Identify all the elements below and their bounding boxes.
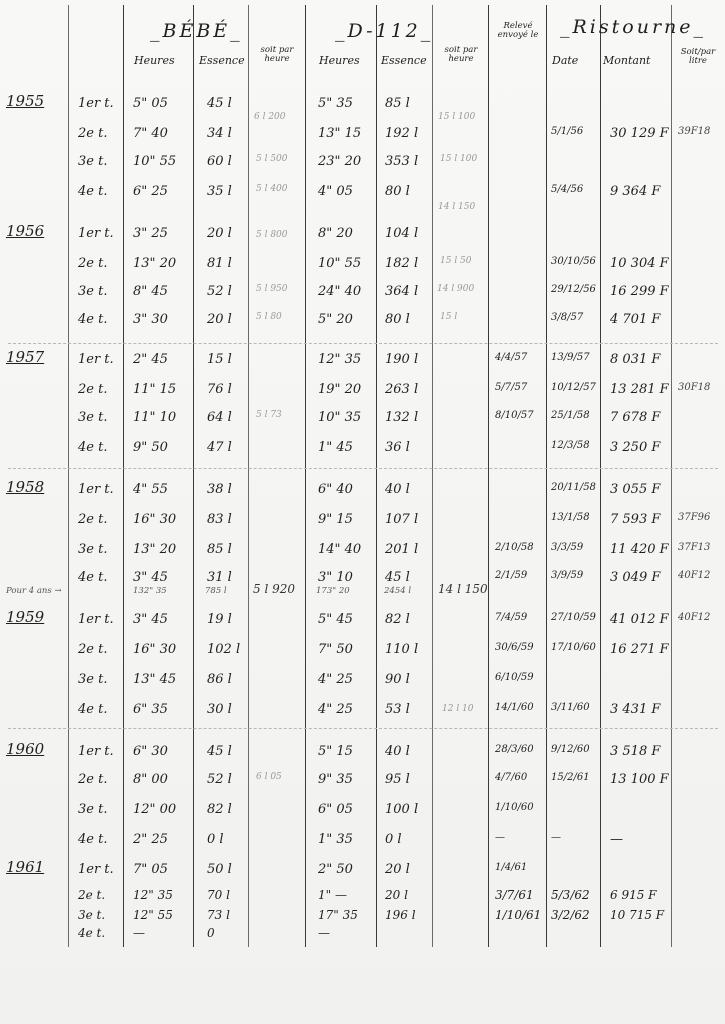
header-soit-2: soit par heure [444, 45, 478, 64]
amount-cell: 3 049 F [610, 570, 661, 585]
fuel-cell: 20 l [207, 312, 232, 327]
quarter-cell: 1er t. [78, 226, 114, 241]
amount-cell: 3 055 F [610, 482, 661, 497]
hours-cell: 7" 40 [133, 126, 168, 141]
quarter-cell: 4e t. [78, 184, 108, 199]
fuel-cell: 53 l [385, 702, 410, 717]
refund-date-cell: 15/2/61 [551, 772, 590, 783]
column-rule [600, 5, 601, 947]
column-rule [123, 5, 124, 947]
year-separator [8, 728, 718, 729]
fuel-cell: 64 l [207, 410, 232, 425]
fuel-cell: 0 [207, 926, 215, 940]
refund-date-cell: 3/2/62 [551, 908, 590, 922]
refund-date-cell: 3/9/59 [551, 570, 584, 581]
quarter-cell: 3e t. [78, 410, 108, 425]
year-label: 1961 [6, 858, 45, 876]
fuel-cell: 192 l [385, 126, 419, 141]
amount-cell: 41 012 F [610, 612, 669, 627]
year-separator [8, 468, 718, 469]
header-essence-1: Essence [199, 54, 245, 67]
fuel-cell: 45 l [385, 570, 410, 585]
amount-cell: 8 031 F [610, 352, 661, 367]
fuel-cell: 31 l [207, 570, 232, 585]
quarter-cell: 1er t. [78, 744, 114, 759]
quarter-cell: 4e t. [78, 312, 108, 327]
hours-cell: 6" 35 [133, 702, 168, 717]
hours-cell: 5" 20 [318, 312, 353, 327]
fuel-cell: 107 l [385, 512, 419, 527]
fuel-cell: 80 l [385, 312, 410, 327]
fuel-cell: 110 l [385, 642, 419, 657]
amount-cell: 16 271 F [610, 642, 669, 657]
fuel-cell: 35 l [207, 184, 232, 199]
quarter-cell: 4e t. [78, 832, 108, 847]
per-litre-cell: 37F13 [678, 542, 711, 553]
fuel-cell: 82 l [207, 802, 232, 817]
year-label: 1958 [6, 478, 45, 496]
fuel-cell: 132 l [385, 410, 419, 425]
amount-cell: 10 304 F [610, 256, 669, 271]
fuel-cell: 364 l [385, 284, 419, 299]
refund-date-cell: 3/8/57 [551, 312, 584, 323]
per-litre-cell: 39F18 [678, 126, 711, 137]
refund-date-cell: 20/11/58 [551, 482, 596, 493]
column-rule [671, 5, 672, 947]
fuel-cell: 34 l [207, 126, 232, 141]
refund-date-cell: 12/3/58 [551, 440, 590, 451]
pencil-mark: 15 l 50 [440, 256, 472, 266]
pencil-mark: 5 l 500 [256, 154, 288, 164]
pencil-mark: 5 l 400 [256, 184, 288, 194]
hours-cell: 13" 15 [318, 126, 362, 141]
fuel-cell: 52 l [207, 284, 232, 299]
totals-heures-1: 132" 35 [133, 586, 167, 596]
year-label: 1959 [6, 608, 45, 626]
quarter-cell: 2e t. [78, 382, 108, 397]
hours-cell: 1" 45 [318, 440, 353, 455]
per-litre-cell: 40F12 [678, 570, 711, 581]
quarter-cell: 3e t. [78, 802, 108, 817]
per-litre-cell: 30F18 [678, 382, 711, 393]
hours-cell: 11" 15 [133, 382, 177, 397]
fuel-cell: 52 l [207, 772, 232, 787]
hours-cell: 12" 35 [133, 888, 173, 902]
header-soit-1: soit par heure [260, 45, 294, 64]
fuel-cell: 190 l [385, 352, 419, 367]
quarter-cell: 2e t. [78, 772, 108, 787]
totals-soit-2: 14 l 150 [438, 582, 488, 596]
year-label: 1955 [6, 92, 45, 110]
hours-cell: 6" 25 [133, 184, 168, 199]
refund-date-cell: — [551, 832, 561, 843]
pencil-mark: 5 l 80 [256, 312, 282, 322]
hours-cell: 9" 35 [318, 772, 353, 787]
refund-date-cell: 5/1/56 [551, 126, 584, 137]
quarter-cell: 2e t. [78, 888, 106, 902]
pencil-mark: 5 l 950 [256, 284, 288, 294]
hours-cell: 13" 20 [133, 542, 177, 557]
fuel-cell: 73 l [207, 908, 230, 922]
pencil-mark: 6 l 05 [256, 772, 282, 782]
hours-cell: 13" 45 [133, 672, 177, 687]
fuel-cell: 83 l [207, 512, 232, 527]
amount-cell: 11 420 F [610, 542, 669, 557]
refund-date-cell: 3/11/60 [551, 702, 590, 713]
hours-cell: 24" 40 [318, 284, 362, 299]
per-litre-cell: 37F96 [678, 512, 711, 523]
pencil-mark: 12 l 10 [442, 704, 474, 714]
amount-cell: 3 250 F [610, 440, 661, 455]
hours-cell: 10" 35 [318, 410, 362, 425]
hours-cell: 9" 15 [318, 512, 353, 527]
hours-cell: 4" 05 [318, 184, 353, 199]
hours-cell: 6" 40 [318, 482, 353, 497]
refund-date-cell: 17/10/60 [551, 642, 596, 653]
hours-cell: 3" 30 [133, 312, 168, 327]
amount-cell: 9 364 F [610, 184, 661, 199]
hours-cell: 3" 45 [133, 612, 168, 627]
column-rule [546, 5, 547, 947]
fuel-cell: 201 l [385, 542, 419, 557]
amount-cell: 7 678 F [610, 410, 661, 425]
refund-date-cell: 5/4/56 [551, 184, 584, 195]
fuel-cell: 182 l [385, 256, 419, 271]
amount-cell: 13 281 F [610, 382, 669, 397]
fuel-cell: 45 l [207, 96, 232, 111]
fuel-cell: 45 l [207, 744, 232, 759]
hours-cell: 3" 25 [133, 226, 168, 241]
header-montant: Montant [603, 54, 651, 67]
refund-date-cell: 25/1/58 [551, 410, 590, 421]
hours-cell: 14" 40 [318, 542, 362, 557]
title-d112: _D-112_ [335, 20, 434, 42]
refund-date-cell: 30/10/56 [551, 256, 596, 267]
hours-cell: 9" 50 [133, 440, 168, 455]
hours-cell: 2" 25 [133, 832, 168, 847]
quarter-cell: 1er t. [78, 862, 114, 877]
fuel-cell: 80 l [385, 184, 410, 199]
hours-cell: 16" 30 [133, 512, 177, 527]
quarter-cell: 4e t. [78, 440, 108, 455]
fuel-cell: 81 l [207, 256, 232, 271]
report-date-cell: 3/7/61 [495, 888, 534, 902]
totals-essence-1: 785 l [205, 586, 227, 596]
refund-date-cell: 27/10/59 [551, 612, 596, 623]
hours-cell: — [318, 926, 330, 940]
hours-cell: — [133, 926, 145, 940]
hours-cell: 5" 05 [133, 96, 168, 111]
fuel-cell: 100 l [385, 802, 419, 817]
hours-cell: 17" 35 [318, 908, 358, 922]
year-label: 1957 [6, 348, 45, 366]
fuel-cell: 85 l [385, 96, 410, 111]
pencil-mark: 15 l 100 [440, 154, 478, 164]
report-date-cell: 2/10/58 [495, 542, 534, 553]
quarter-cell: 3e t. [78, 908, 106, 922]
report-date-cell: 28/3/60 [495, 744, 534, 755]
hours-cell: 10" 55 [318, 256, 362, 271]
hours-cell: 5" 35 [318, 96, 353, 111]
quarter-cell: 2e t. [78, 512, 108, 527]
fuel-cell: 36 l [385, 440, 410, 455]
hours-cell: 16" 30 [133, 642, 177, 657]
hours-cell: 10" 55 [133, 154, 177, 169]
refund-date-cell: 13/9/57 [551, 352, 590, 363]
fuel-cell: 50 l [207, 862, 232, 877]
title-bebe: _BÉBÉ_ [150, 20, 243, 42]
totals-essence-2: 2454 l [384, 586, 412, 596]
amount-cell: 6 915 F [610, 888, 657, 902]
hours-cell: 6" 30 [133, 744, 168, 759]
quarter-cell: 4e t. [78, 570, 108, 585]
hours-cell: 7" 50 [318, 642, 353, 657]
hours-cell: 23" 20 [318, 154, 362, 169]
report-date-cell: 4/7/60 [495, 772, 528, 783]
pencil-mark: 5 l 73 [256, 410, 282, 420]
header-date: Date [552, 54, 579, 67]
column-rule [376, 5, 377, 947]
quarter-cell: 1er t. [78, 482, 114, 497]
refund-date-cell: 29/12/56 [551, 284, 596, 295]
column-rule [248, 5, 249, 947]
refund-date-cell: 5/3/62 [551, 888, 590, 902]
refund-date-cell: 13/1/58 [551, 512, 590, 523]
amount-cell: 3 518 F [610, 744, 661, 759]
quarter-cell: 1er t. [78, 612, 114, 627]
report-date-cell: 7/4/59 [495, 612, 528, 623]
quarter-cell: 4e t. [78, 702, 108, 717]
fuel-cell: 30 l [207, 702, 232, 717]
pencil-mark: 14 l 900 [437, 284, 475, 294]
hours-cell: 12" 55 [133, 908, 173, 922]
report-date-cell: 14/1/60 [495, 702, 534, 713]
hours-cell: 4" 25 [318, 672, 353, 687]
header-soit-par-litre: Soit/par litre [680, 47, 716, 66]
header-essence-2: Essence [381, 54, 427, 67]
hours-cell: 4" 25 [318, 702, 353, 717]
quarter-cell: 3e t. [78, 672, 108, 687]
fuel-cell: 76 l [207, 382, 232, 397]
hours-cell: 5" 45 [318, 612, 353, 627]
fuel-cell: 40 l [385, 744, 410, 759]
fuel-cell: 85 l [207, 542, 232, 557]
pencil-mark: 6 l 200 [254, 112, 286, 122]
per-litre-cell: 40F12 [678, 612, 711, 623]
fuel-cell: 90 l [385, 672, 410, 687]
hours-cell: 3" 45 [133, 570, 168, 585]
amount-cell: 13 100 F [610, 772, 669, 787]
year-label: 1960 [6, 740, 45, 758]
hours-cell: 12" 00 [133, 802, 177, 817]
hours-cell: 2" 50 [318, 862, 353, 877]
hours-cell: 12" 35 [318, 352, 362, 367]
fuel-cell: 353 l [385, 154, 419, 169]
amount-cell: 30 129 F [610, 126, 669, 141]
fuel-cell: 104 l [385, 226, 419, 241]
fuel-cell: 82 l [385, 612, 410, 627]
header-heures-2: Heures [319, 54, 360, 67]
fuel-cell: 20 l [207, 226, 232, 241]
column-rule [432, 5, 433, 947]
quarter-cell: 3e t. [78, 154, 108, 169]
totals-soit-1: 5 l 920 [253, 582, 296, 596]
refund-date-cell: 10/12/57 [551, 382, 596, 393]
hours-cell: 11" 10 [133, 410, 177, 425]
hours-cell: 13" 20 [133, 256, 177, 271]
report-date-cell: 5/7/57 [495, 382, 528, 393]
fuel-cell: 95 l [385, 772, 410, 787]
amount-cell: 16 299 F [610, 284, 669, 299]
fuel-cell: 19 l [207, 612, 232, 627]
column-rule [488, 5, 489, 947]
hours-cell: 8" 45 [133, 284, 168, 299]
quarter-cell: 2e t. [78, 642, 108, 657]
column-rule [193, 5, 194, 947]
year-label: 1956 [6, 222, 45, 240]
quarter-cell: 4e t. [78, 926, 106, 940]
quarter-cell: 2e t. [78, 126, 108, 141]
title-ristourne: _Ristourne_ [560, 16, 707, 38]
refund-date-cell: 9/12/60 [551, 744, 590, 755]
amount-cell: 4 701 F [610, 312, 661, 327]
report-date-cell: 1/10/61 [495, 908, 542, 922]
pencil-mark: 15 l 100 [438, 112, 476, 122]
fuel-cell: 263 l [385, 382, 419, 397]
fuel-cell: 20 l [385, 862, 410, 877]
report-date-cell: — [495, 832, 505, 843]
fuel-cell: 60 l [207, 154, 232, 169]
hours-cell: 19" 20 [318, 382, 362, 397]
report-date-cell: 1/4/61 [495, 862, 528, 873]
fuel-cell: 20 l [385, 888, 408, 902]
fuel-cell: 47 l [207, 440, 232, 455]
fuel-cell: 86 l [207, 672, 232, 687]
refund-date-cell: 3/3/59 [551, 542, 584, 553]
amount-cell: 3 431 F [610, 702, 661, 717]
totals-label: Pour 4 ans → [6, 586, 62, 596]
header-heures-1: Heures [134, 54, 175, 67]
amount-cell: 7 593 F [610, 512, 661, 527]
amount-cell: 10 715 F [610, 908, 665, 922]
fuel-cell: 15 l [207, 352, 232, 367]
quarter-cell: 3e t. [78, 542, 108, 557]
fuel-cell: 102 l [207, 642, 241, 657]
pencil-mark: 5 l 800 [256, 230, 288, 240]
hours-cell: 3" 10 [318, 570, 353, 585]
fuel-cell: 38 l [207, 482, 232, 497]
hours-cell: 2" 45 [133, 352, 168, 367]
hours-cell: 5" 15 [318, 744, 353, 759]
hours-cell: 4" 55 [133, 482, 168, 497]
hours-cell: 1" — [318, 888, 347, 902]
amount-cell: — [610, 832, 623, 847]
hours-cell: 8" 20 [318, 226, 353, 241]
report-date-cell: 4/4/57 [495, 352, 528, 363]
fuel-cell: 0 l [385, 832, 402, 847]
quarter-cell: 2e t. [78, 256, 108, 271]
hours-cell: 7" 05 [133, 862, 168, 877]
fuel-cell: 40 l [385, 482, 410, 497]
report-date-cell: 2/1/59 [495, 570, 528, 581]
fuel-cell: 0 l [207, 832, 224, 847]
fuel-cell: 70 l [207, 888, 230, 902]
quarter-cell: 3e t. [78, 284, 108, 299]
hours-cell: 6" 05 [318, 802, 353, 817]
report-date-cell: 1/10/60 [495, 802, 534, 813]
pencil-mark: 15 l [440, 312, 458, 322]
column-rule [305, 5, 306, 947]
fuel-cell: 196 l [385, 908, 416, 922]
quarter-cell: 1er t. [78, 96, 114, 111]
hours-cell: 8" 00 [133, 772, 168, 787]
report-date-cell: 8/10/57 [495, 410, 534, 421]
totals-heures-2: 173" 20 [316, 586, 350, 596]
quarter-cell: 1er t. [78, 352, 114, 367]
report-date-cell: 6/10/59 [495, 672, 534, 683]
year-separator [8, 343, 718, 344]
header-releve: Relevé envoyé le [497, 21, 539, 40]
pencil-mark: 14 l 150 [438, 202, 476, 212]
hours-cell: 1" 35 [318, 832, 353, 847]
column-rule [68, 5, 69, 947]
report-date-cell: 30/6/59 [495, 642, 534, 653]
